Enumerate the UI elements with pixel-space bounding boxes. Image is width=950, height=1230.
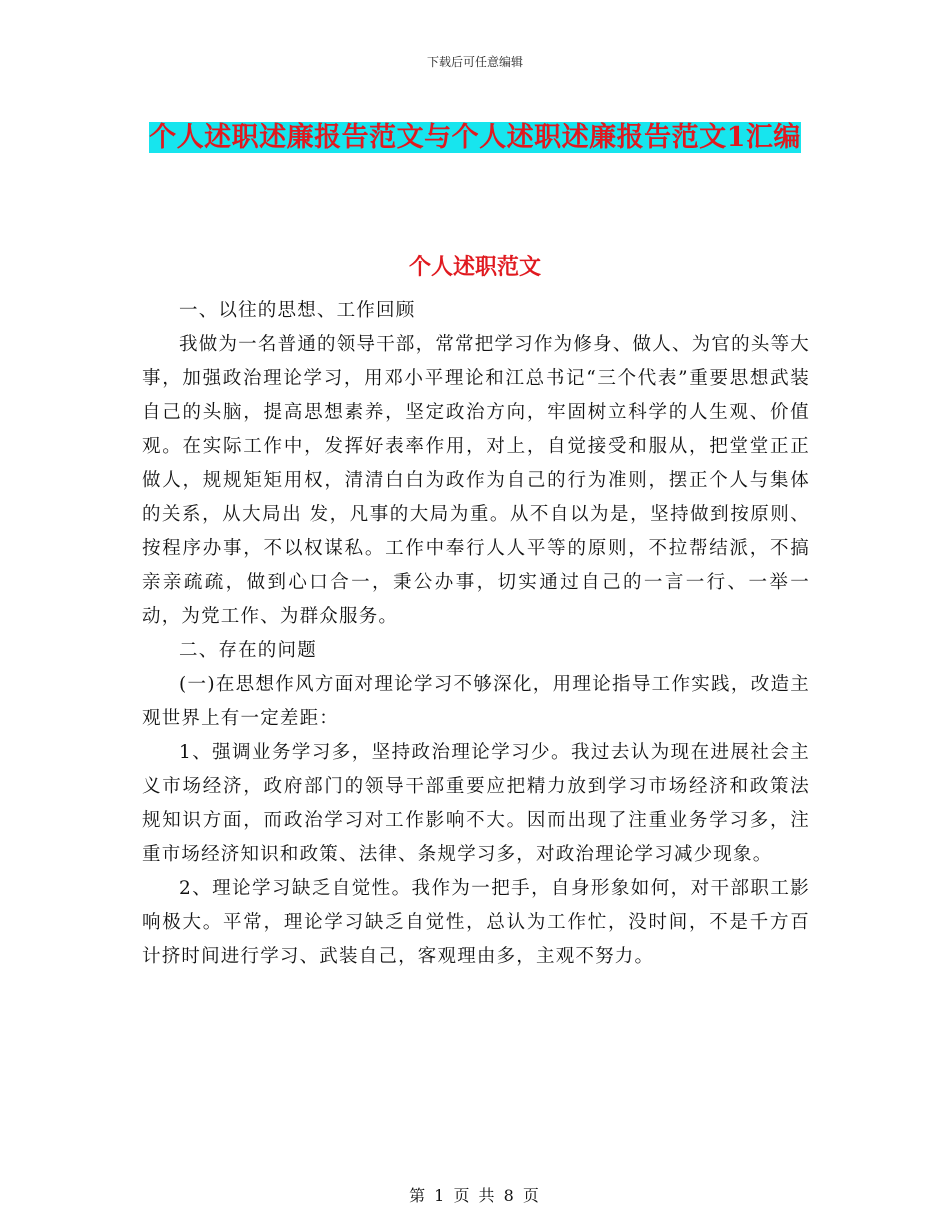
body-paragraph: 我做为一名普通的领导干部，常常把学习作为修身、做人、为官的头等大事，加强政治理论学习，用邓小平理论和江总书记“三个代表”重要思想武装自己的头脑，提高思想素养，坚定政治方向，牢固树立科学的人生观、价值观。在实际工作中，发挥好表率作用，对上，自觉接受和服从，把堂堂正正做人，规规矩矩用权，清清白白为政作为自己的行为准则，摆正个人与集体的关系，从大局出 发，凡事的大局为重。从不自以为是，坚持做到按原则、按程序办事，不以权谋私。工作中奉行人人平等的原则，不拉帮结派，不搞亲亲疏疏，做到心口合一，秉公办事，切实通过自己的一言一行、一举一动，为党工作、为群众服务。	[142, 334, 810, 627]
body-paragraph: 一、以往的思想、工作回顾	[179, 300, 416, 321]
body-paragraph: (一)在思想作风方面对理论学习不够深化，用理论指导工作实践，改造主观世界上有一定差距：	[142, 674, 810, 729]
page-header-note: 下载后可任意编辑	[426, 55, 523, 69]
body-paragraph: 1、强调业务学习多，坚持政治理论学习少。我过去认为现在进展社会主义市场经济，政府部门的领导干部重要应把精力放到学习市场经济和政策法规知识方面，而政治学习对工作影响不大。因而出现了注重业务学习多，注重市场经济知识和政策、法律、条规学习多，对政治理论学习减少现象。	[142, 742, 810, 865]
page-footer-number: 第 1 页 共 8 页	[409, 1186, 541, 1205]
body-paragraph: 二、存在的问题	[179, 640, 317, 661]
body-paragraph: 2、理论学习缺乏自觉性。我作为一把手，自身形象如何，对干部职工影响极大。平常，理论学习缺乏自觉性，总认为工作忙，没时间，不是千方百计挤时间进行学习、武装自己，客观理由多，主观不努力。	[142, 878, 810, 967]
document-title: 个人述职述廉报告范文与个人述职述廉报告范文1汇编	[149, 122, 801, 153]
document-body	[142, 294, 810, 974]
section-subtitle: 个人述职范文	[408, 254, 541, 280]
document-title-block	[140, 112, 810, 164]
